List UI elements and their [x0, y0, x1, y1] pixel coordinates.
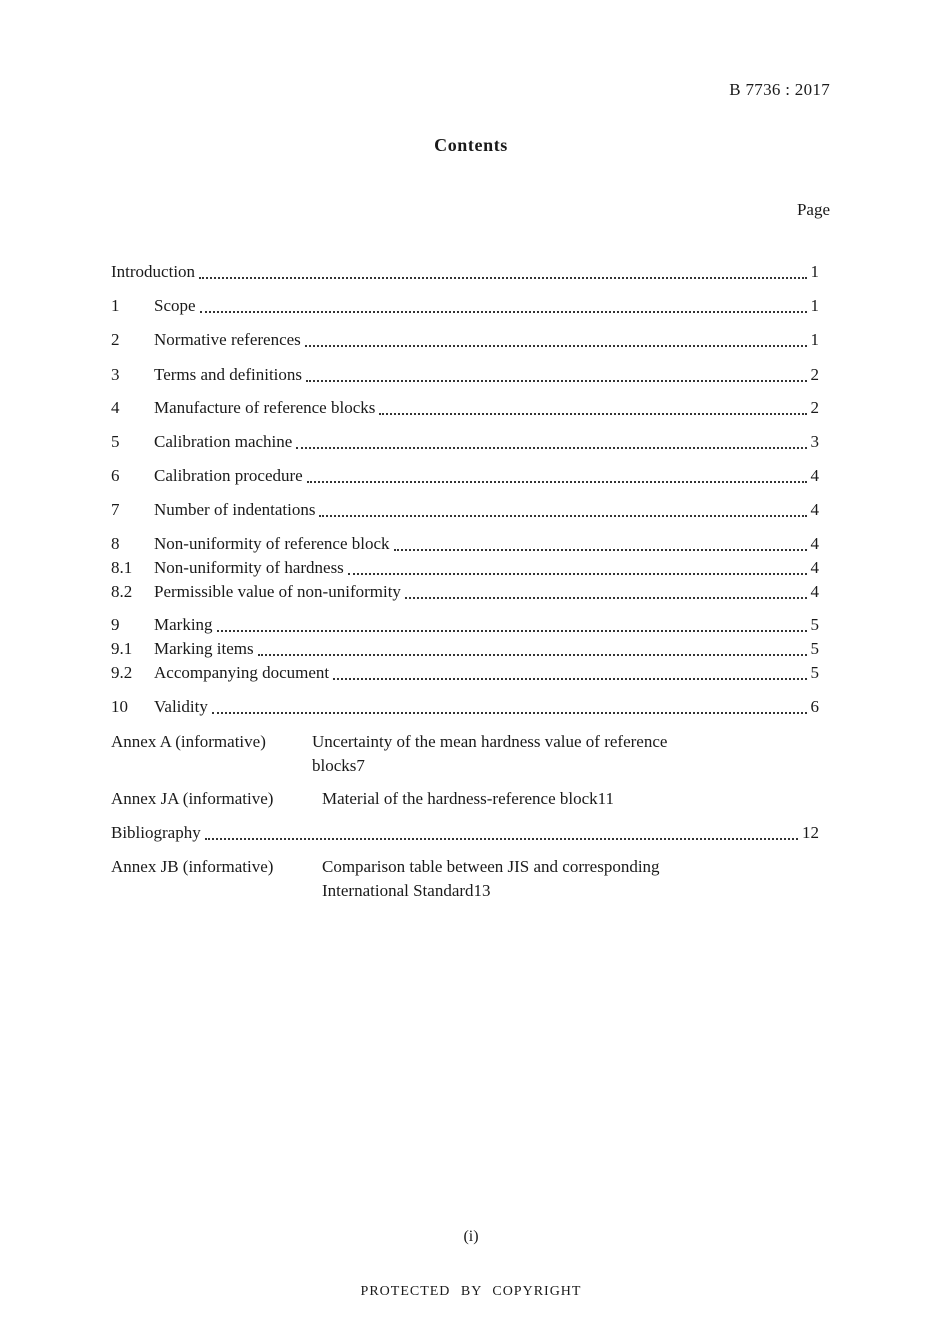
toc-entry-number: 6 — [111, 466, 120, 485]
toc-entry[interactable] — [111, 430, 819, 454]
toc-entry-number: 10 — [111, 697, 128, 716]
page-number: (i) — [463, 1228, 479, 1245]
toc-entry[interactable] — [111, 464, 819, 488]
dot-leader — [217, 630, 807, 632]
toc-entry-page: 1 — [810, 262, 819, 281]
annex-title: Material of the hardness-reference block — [322, 789, 598, 808]
toc-entry-title: Non-uniformity of reference block — [154, 534, 390, 553]
toc-entry-number: 3 — [111, 365, 120, 384]
annex-title-continued: International Standard — [322, 881, 474, 900]
dot-leader — [296, 447, 806, 449]
toc-entry-annex-jb[interactable] — [111, 855, 819, 903]
toc-entry[interactable] — [111, 661, 819, 685]
dot-leader — [348, 573, 807, 575]
toc-entry[interactable] — [111, 556, 819, 580]
dot-leader — [394, 549, 807, 551]
toc-entry-title: Manufacture of reference blocks — [154, 398, 376, 417]
dot-leader — [319, 515, 806, 517]
toc-entry-title: Validity — [154, 697, 208, 716]
toc-entry-page: 3 — [810, 432, 819, 451]
toc-entry-page: 4 — [810, 466, 819, 485]
toc-entry-page: 6 — [810, 697, 819, 716]
toc-entry-number: 5 — [111, 432, 120, 451]
toc-entry-number: 9.1 — [111, 639, 133, 658]
toc-entry-annex-a[interactable] — [111, 730, 819, 778]
contents-title: Contents — [434, 135, 508, 155]
toc-entry-page: 2 — [810, 365, 819, 384]
toc-entry[interactable] — [111, 396, 819, 420]
dot-leader — [199, 277, 806, 279]
annex-title: Comparison table between JIS and corresponding — [322, 857, 660, 876]
toc-entry-page: 1 — [810, 296, 819, 315]
toc-entry-title: Bibliography — [111, 823, 201, 842]
toc-entry-title: Permissible value of non-uniformity — [154, 582, 401, 601]
toc-entry-title: Number of indentations — [154, 500, 316, 519]
toc-entry-number: 8.2 — [111, 582, 133, 601]
toc-entry[interactable] — [111, 328, 819, 352]
toc-entry-page: 4 — [810, 500, 819, 519]
toc-entry-page: 5 — [810, 615, 819, 634]
toc-entry-page: 5 — [810, 663, 819, 682]
toc-entry-number: 2 — [111, 330, 120, 349]
dot-leader — [212, 712, 807, 714]
toc-entry-number: 9 — [111, 615, 120, 634]
toc-entry[interactable] — [111, 498, 819, 522]
toc-entry-number: 8.1 — [111, 558, 133, 577]
toc-entry-annex-ja[interactable] — [111, 787, 819, 811]
toc-entry[interactable] — [111, 695, 819, 719]
annex-title: Uncertainty of the mean hardness value of reference — [312, 732, 668, 751]
page-column-label: Page — [796, 200, 830, 219]
dot-leader — [307, 481, 807, 483]
toc-entry-page: 7 — [356, 756, 365, 775]
annex-label: Annex JA (informative) — [111, 789, 274, 808]
toc-entry-page: 2 — [810, 398, 819, 417]
toc-entry-title: Non-uniformity of hardness — [154, 558, 344, 577]
toc-entry[interactable] — [111, 637, 819, 661]
toc-entry-title: Calibration procedure — [154, 466, 303, 485]
toc-entry-page: 1 — [810, 330, 819, 349]
copyright-notice: PROTECTED BY COPYRIGHT — [360, 1284, 582, 1299]
toc-entry-page: 4 — [810, 558, 819, 577]
toc-entry[interactable] — [111, 363, 819, 387]
toc-entry-page: 12 — [802, 823, 819, 842]
dot-leader — [379, 413, 806, 415]
toc-entry-title: Marking items — [154, 639, 254, 658]
toc-entry-number: 4 — [111, 398, 120, 417]
toc-entry-page: 4 — [810, 582, 819, 601]
dot-leader — [306, 380, 806, 382]
toc-entry-page: 11 — [597, 789, 615, 808]
toc-entry-title: Introduction — [111, 262, 196, 281]
dot-leader — [405, 597, 807, 599]
toc-entry-page: 13 — [473, 881, 491, 900]
annex-label: Annex JB (informative) — [111, 857, 274, 876]
toc-entry-title: Calibration machine — [154, 432, 293, 451]
toc-entry-title: Terms and definitions — [154, 365, 303, 384]
toc-entry-page: 4 — [810, 534, 819, 553]
toc-entry-title: Scope — [154, 296, 196, 315]
toc-entry-number: 7 — [111, 500, 120, 519]
dot-leader — [200, 311, 807, 313]
toc-entry[interactable] — [111, 613, 819, 637]
annex-label: Annex A (informative) — [111, 732, 266, 751]
dot-leader — [205, 838, 798, 840]
toc-entry-number: 1 — [111, 296, 120, 315]
toc-entry[interactable] — [111, 580, 819, 604]
toc-entry-number: 8 — [111, 534, 120, 553]
toc-entry[interactable] — [111, 294, 819, 318]
dot-leader — [305, 345, 807, 347]
toc-entry-number: 9.2 — [111, 663, 133, 682]
toc-entry-page: 5 — [810, 639, 819, 658]
dot-leader — [333, 678, 806, 680]
toc-entry-bibliography[interactable] — [111, 821, 819, 845]
annex-title-continued: blocks — [312, 756, 357, 775]
toc-entry-title: Normative references — [154, 330, 301, 349]
toc-entry-title: Accompanying document — [154, 663, 330, 682]
document-number: B 7736 : 2017 — [729, 80, 830, 99]
toc-entry-title: Marking — [154, 615, 213, 634]
toc-entry[interactable] — [111, 532, 819, 556]
dot-leader — [258, 654, 807, 656]
toc-entry-introduction[interactable] — [111, 260, 819, 284]
